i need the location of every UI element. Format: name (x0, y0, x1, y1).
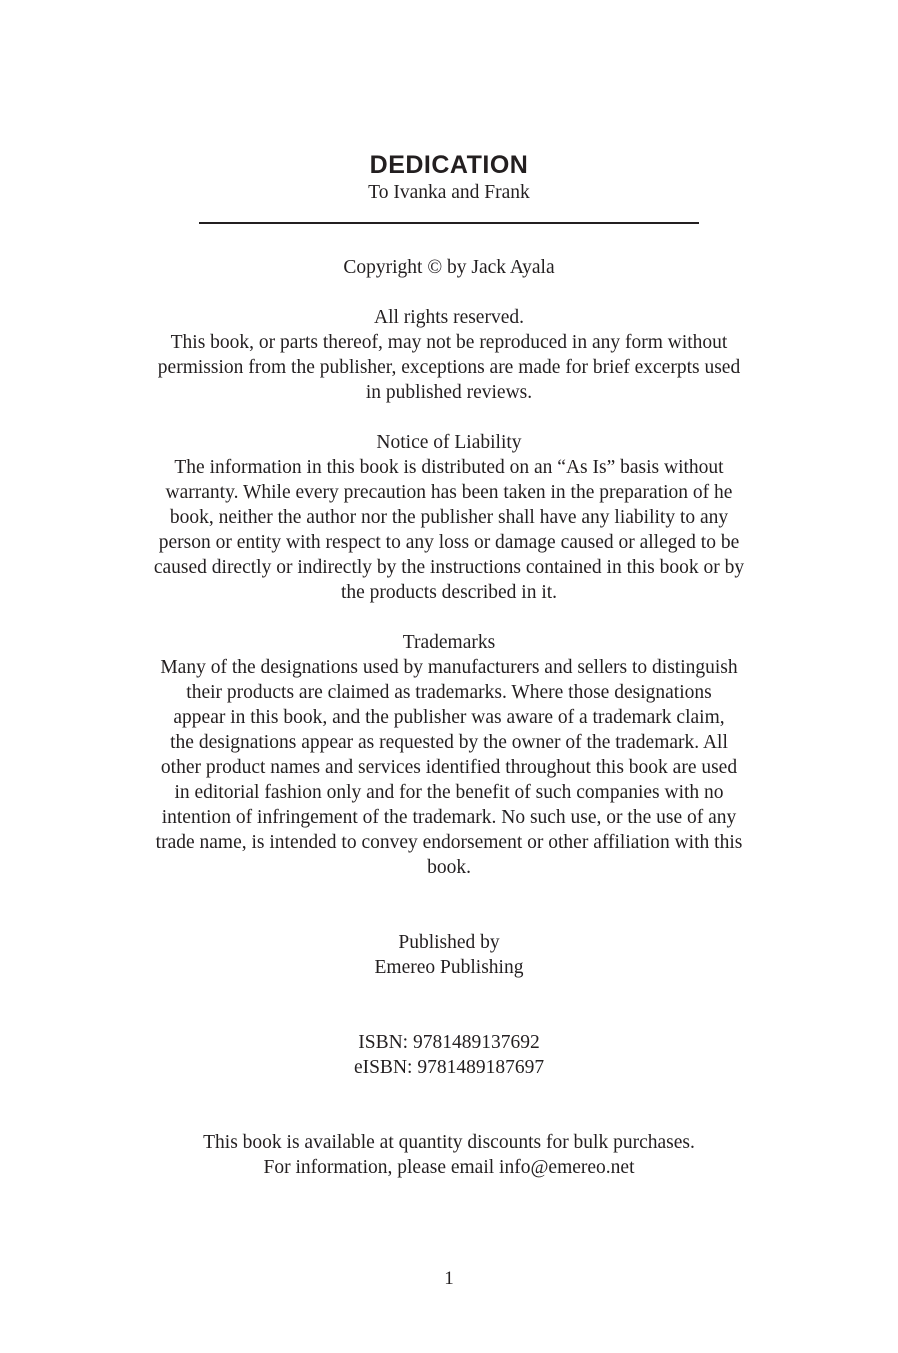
liability-section (120, 430, 778, 605)
trademarks-section (120, 630, 778, 880)
isbn-section (120, 1030, 778, 1080)
trademarks-line: in editorial fashion only and for the benefit of such companies with no (174, 782, 724, 803)
rights-line: permission from the publisher, exceptions are made for brief excerpts used (157, 357, 741, 378)
isbn: ISBN: 9781489137692 (358, 1032, 540, 1053)
trademarks-line: other product names and services identified throughout this book are used (160, 757, 738, 778)
publisher-label: Published by (398, 932, 500, 953)
rights-line: This book, or parts thereof, may not be reproduced in any form without (170, 332, 728, 353)
bulk-line: This book is available at quantity discounts for bulk purchases. (203, 1132, 695, 1153)
trademarks-line: their products are claimed as trademarks. Where those designations (186, 682, 712, 703)
contact-line: For information, please email info@emereo.net (263, 1157, 635, 1178)
rights-section (120, 305, 778, 405)
trademarks-line: book. (427, 857, 471, 878)
dedication-text (120, 180, 778, 205)
bulk-purchase-section (120, 1130, 778, 1180)
trademarks-line: appear in this book, and the publisher was aware of a trademark claim, (173, 707, 725, 728)
liability-line: person or entity with respect to any loss or damage caused or alleged to be (158, 532, 740, 553)
page-number: 1 (444, 1268, 454, 1289)
copyright-line: Copyright © by Jack Ayala (343, 257, 555, 278)
trademarks-line: trade name, is intended to convey endorsement or other affiliation with this (155, 832, 743, 853)
liability-title: Notice of Liability (376, 432, 522, 453)
liability-line: caused directly or indirectly by the instructions contained in this book or by (153, 557, 745, 578)
publisher-name: Emereo Publishing (374, 957, 524, 978)
section-divider (199, 222, 699, 224)
copyright-notice (120, 255, 778, 280)
liability-line: book, neither the author nor the publisher shall have any liability to any (169, 507, 729, 528)
dedication-heading: DEDICATION (369, 151, 529, 179)
trademarks-line: Many of the designations used by manufacturers and sellers to distinguish (160, 657, 738, 678)
rights-line: in published reviews. (365, 382, 533, 403)
rights-title: All rights reserved. (373, 307, 524, 328)
dedication-line: To Ivanka and Frank (368, 182, 530, 203)
trademarks-line: intention of infringement of the trademark. No such use, or the use of any (161, 807, 737, 828)
eisbn: eISBN: 9781489187697 (353, 1057, 545, 1078)
liability-line: the products described in it. (340, 582, 558, 603)
liability-line: warranty. While every precaution has been taken in the preparation of he (165, 482, 733, 503)
trademarks-line: the designations appear as requested by the owner of the trademark. All (170, 732, 728, 753)
publisher-section (120, 930, 778, 980)
trademarks-title: Trademarks (402, 632, 496, 653)
liability-line: The information in this book is distributed on an “As Is” basis without (174, 457, 724, 478)
